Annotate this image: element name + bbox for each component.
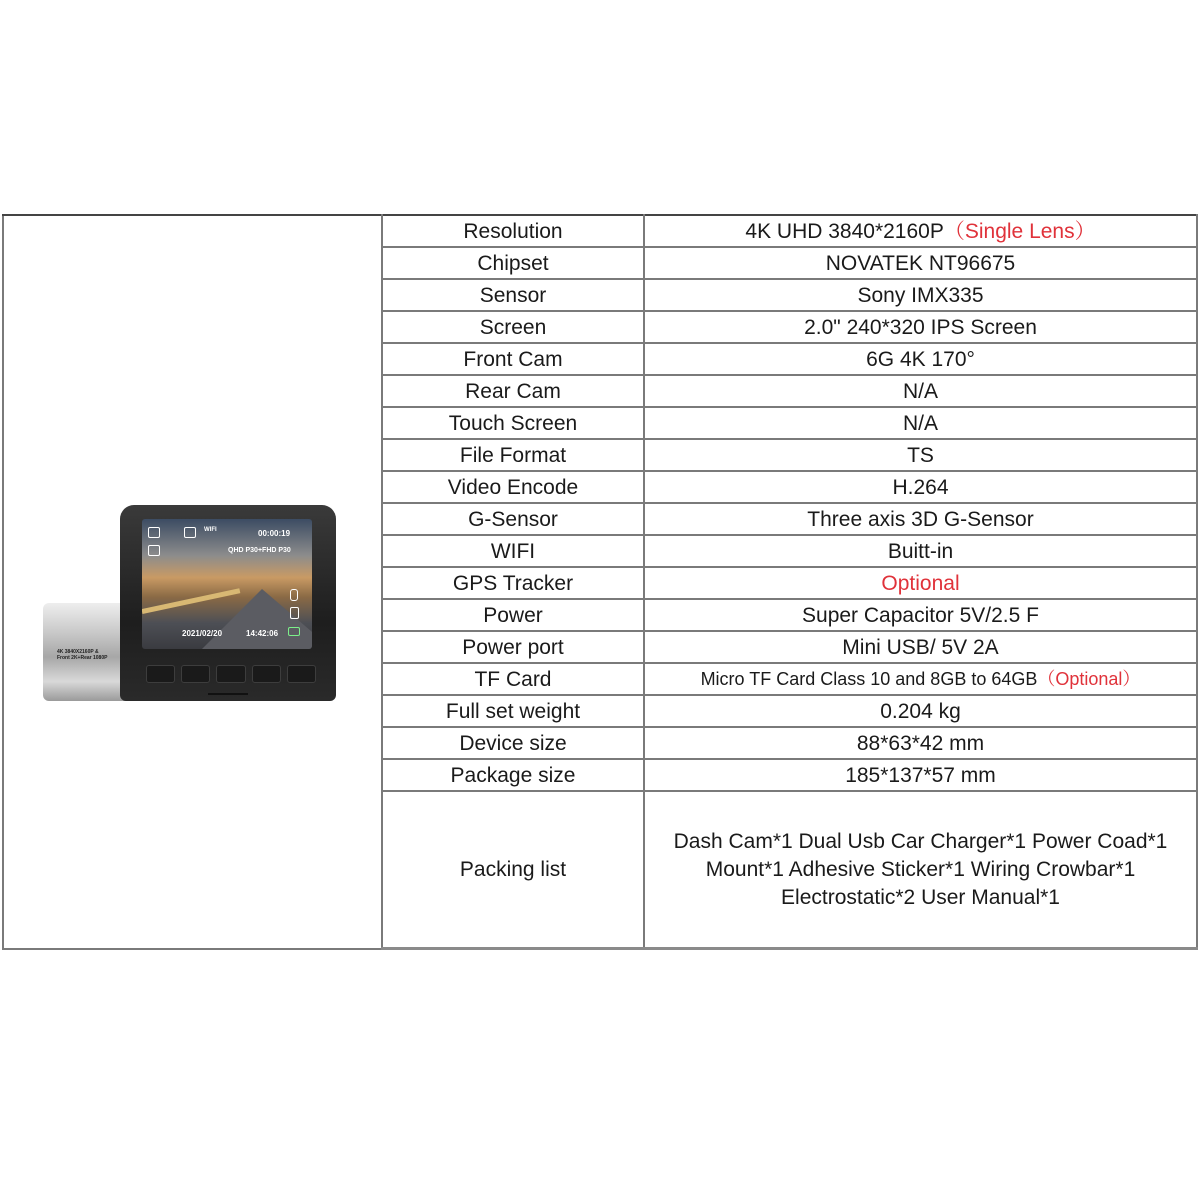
spec-value: 185*137*57 mm: [644, 759, 1197, 791]
video-icon: [148, 527, 160, 538]
spec-label: File Format: [382, 439, 644, 471]
spec-value-optional: Optional: [644, 567, 1197, 599]
record-mode: QHD P30+FHD P30: [228, 547, 291, 554]
osd-time: 14:42:06: [246, 629, 279, 638]
spec-value: 6G 4K 170°: [644, 343, 1197, 375]
spec-label: G-Sensor: [382, 503, 644, 535]
packing-line: Mount*1 Adhesive Sticker*1 Wiring Crowbar*1: [705, 857, 1136, 881]
spec-note: （Single Lens）: [943, 219, 1096, 243]
spec-label: Full set weight: [382, 695, 644, 727]
spec-label: GPS Tracker: [382, 567, 644, 599]
spec-label: Video Encode: [382, 471, 644, 503]
spec-value: [644, 663, 1197, 695]
spec-label: Power port: [382, 631, 644, 663]
spec-value: NOVATEK NT96675: [644, 247, 1197, 279]
wifi-indicator: WIFI: [204, 527, 217, 533]
spec-label: Power: [382, 599, 644, 631]
spec-value: TS: [644, 439, 1197, 471]
spec-label: WIFI: [382, 535, 644, 567]
spec-label: Chipset: [382, 247, 644, 279]
ok-button: [216, 665, 245, 683]
spec-value: Buitt-in: [644, 535, 1197, 567]
up-button: [181, 665, 210, 683]
camera-body: [120, 505, 336, 701]
barrel-label-line: 4K 3840X2160P &: [57, 649, 99, 655]
power-button: [287, 665, 316, 683]
spec-value: N/A: [644, 407, 1197, 439]
spec-value-text: 4K UHD 3840*2160P: [745, 219, 944, 243]
spec-value: 88*63*42 mm: [644, 727, 1197, 759]
spec-label: Screen: [382, 311, 644, 343]
spec-label: Rear Cam: [382, 375, 644, 407]
camera-screen: [142, 519, 312, 649]
sd-card-icon: [290, 607, 299, 619]
spec-row-resolution: [3, 215, 1197, 247]
spec-label: Device size: [382, 727, 644, 759]
card-slot: [208, 693, 248, 695]
spec-label: Package size: [382, 759, 644, 791]
osd-date: 2021/02/20: [182, 629, 223, 638]
spec-note: （Optional）: [1037, 669, 1141, 689]
spec-value: H.264: [644, 471, 1197, 503]
battery-icon: [288, 627, 300, 636]
camera-buttons: [146, 665, 316, 683]
packing-line: Dash Cam*1 Dual Usb Car Charger*1 Power Coad*1: [673, 829, 1168, 853]
spec-value: Three axis 3D G-Sensor: [644, 503, 1197, 535]
loop-record-icon: [148, 545, 160, 556]
hdr-icon: [184, 527, 196, 538]
down-button: [252, 665, 281, 683]
spec-label: TF Card: [382, 663, 644, 695]
spec-value: 2.0" 240*320 IPS Screen: [644, 311, 1197, 343]
spec-label: Touch Screen: [382, 407, 644, 439]
spec-value: N/A: [644, 375, 1197, 407]
dash-cam-image: [40, 505, 340, 705]
spec-label: Sensor: [382, 279, 644, 311]
spec-value: Super Capacitor 5V/2.5 F: [644, 599, 1197, 631]
spec-value: [644, 215, 1197, 247]
spec-label: Resolution: [382, 215, 644, 247]
menu-button: [146, 665, 175, 683]
spec-label: Packing list: [382, 791, 644, 949]
spec-value: Sony IMX335: [644, 279, 1197, 311]
barrel-label-line: Front 2K+Rear 1080P: [57, 655, 108, 661]
spec-value: 0.204 kg: [644, 695, 1197, 727]
packing-line: Electrostatic*2 User Manual*1: [781, 885, 1060, 909]
spec-value: Mini USB/ 5V 2A: [644, 631, 1197, 663]
spec-value-text: Micro TF Card Class 10 and 8GB to 64GB: [700, 669, 1038, 689]
camera-lens-barrel: [43, 603, 129, 701]
barrel-label: [57, 649, 107, 661]
microphone-icon: [290, 589, 298, 601]
spec-label: Front Cam: [382, 343, 644, 375]
packing-list-value: [644, 791, 1197, 949]
record-timer: 00:00:19: [258, 529, 291, 538]
